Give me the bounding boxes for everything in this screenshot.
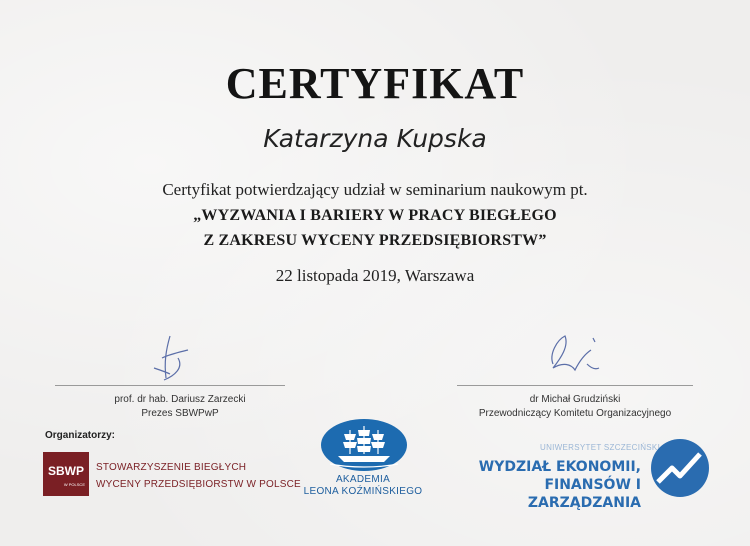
organizers-label: Organizatorzy: <box>45 430 116 441</box>
sbwp-logo-small: W POLSCE <box>63 482 85 487</box>
faculty-name-line2: FINANSÓW I ZARZĄDZANIA <box>527 477 641 511</box>
signature-right <box>535 324 615 388</box>
sbwp-name <box>96 459 301 493</box>
signatory-right-name: dr Michał Grudziński <box>529 394 621 405</box>
certificate-title: CERTYFIKAT <box>225 59 525 108</box>
signature-line-left <box>55 385 285 386</box>
seminar-title-line1: „WYZWANIA I BARIERY W PRACY BIEGŁEGO <box>193 207 557 224</box>
seminar-date-place: 22 listopada 2019, Warszawa <box>275 266 475 285</box>
akademia-name-line1: AKADEMIA <box>335 474 391 485</box>
akademia-name <box>300 474 426 498</box>
sbwp-logo <box>43 452 89 496</box>
signature-line-right <box>457 385 693 386</box>
faculty-logo <box>650 438 710 498</box>
sbwp-logo-text: SBWP <box>48 464 84 478</box>
signature-left <box>140 328 210 392</box>
seminar-title-line2: Z ZAKRESU WYCENY PRZEDSIĘBIORSTW” <box>203 232 547 249</box>
signatory-left-role: Prezes SBWPwP <box>141 408 219 419</box>
signatory-left-name: prof. dr hab. Dariusz Zarzecki <box>114 394 246 405</box>
signatory-right-role: Przewodniczący Komitetu Organizacyjnego <box>478 408 672 419</box>
signatory-left <box>55 393 305 421</box>
faculty-name <box>451 458 641 512</box>
akademia-ship-logo <box>320 418 408 472</box>
akademia-name-line2: LEONA KOŹMIŃSKIEGO <box>303 486 423 497</box>
faculty-name-line1: WYDZIAŁ EKONOMII, <box>478 459 641 475</box>
sbwp-name-line2: WYCENY PRZEDSIĘBIORSTW W POLSCE <box>96 479 301 490</box>
certificate-intro: Certyfikat potwierdzający udział w seminarium naukowym pt. <box>162 180 588 199</box>
signatory-right <box>455 393 695 421</box>
sbwp-name-line1: STOWARZYSZENIE BIEGŁYCH <box>96 462 247 473</box>
recipient-name: Katarzyna Kupska <box>263 124 487 153</box>
university-name: UNIWERSYTET SZCZECIŃSKI <box>540 443 661 452</box>
